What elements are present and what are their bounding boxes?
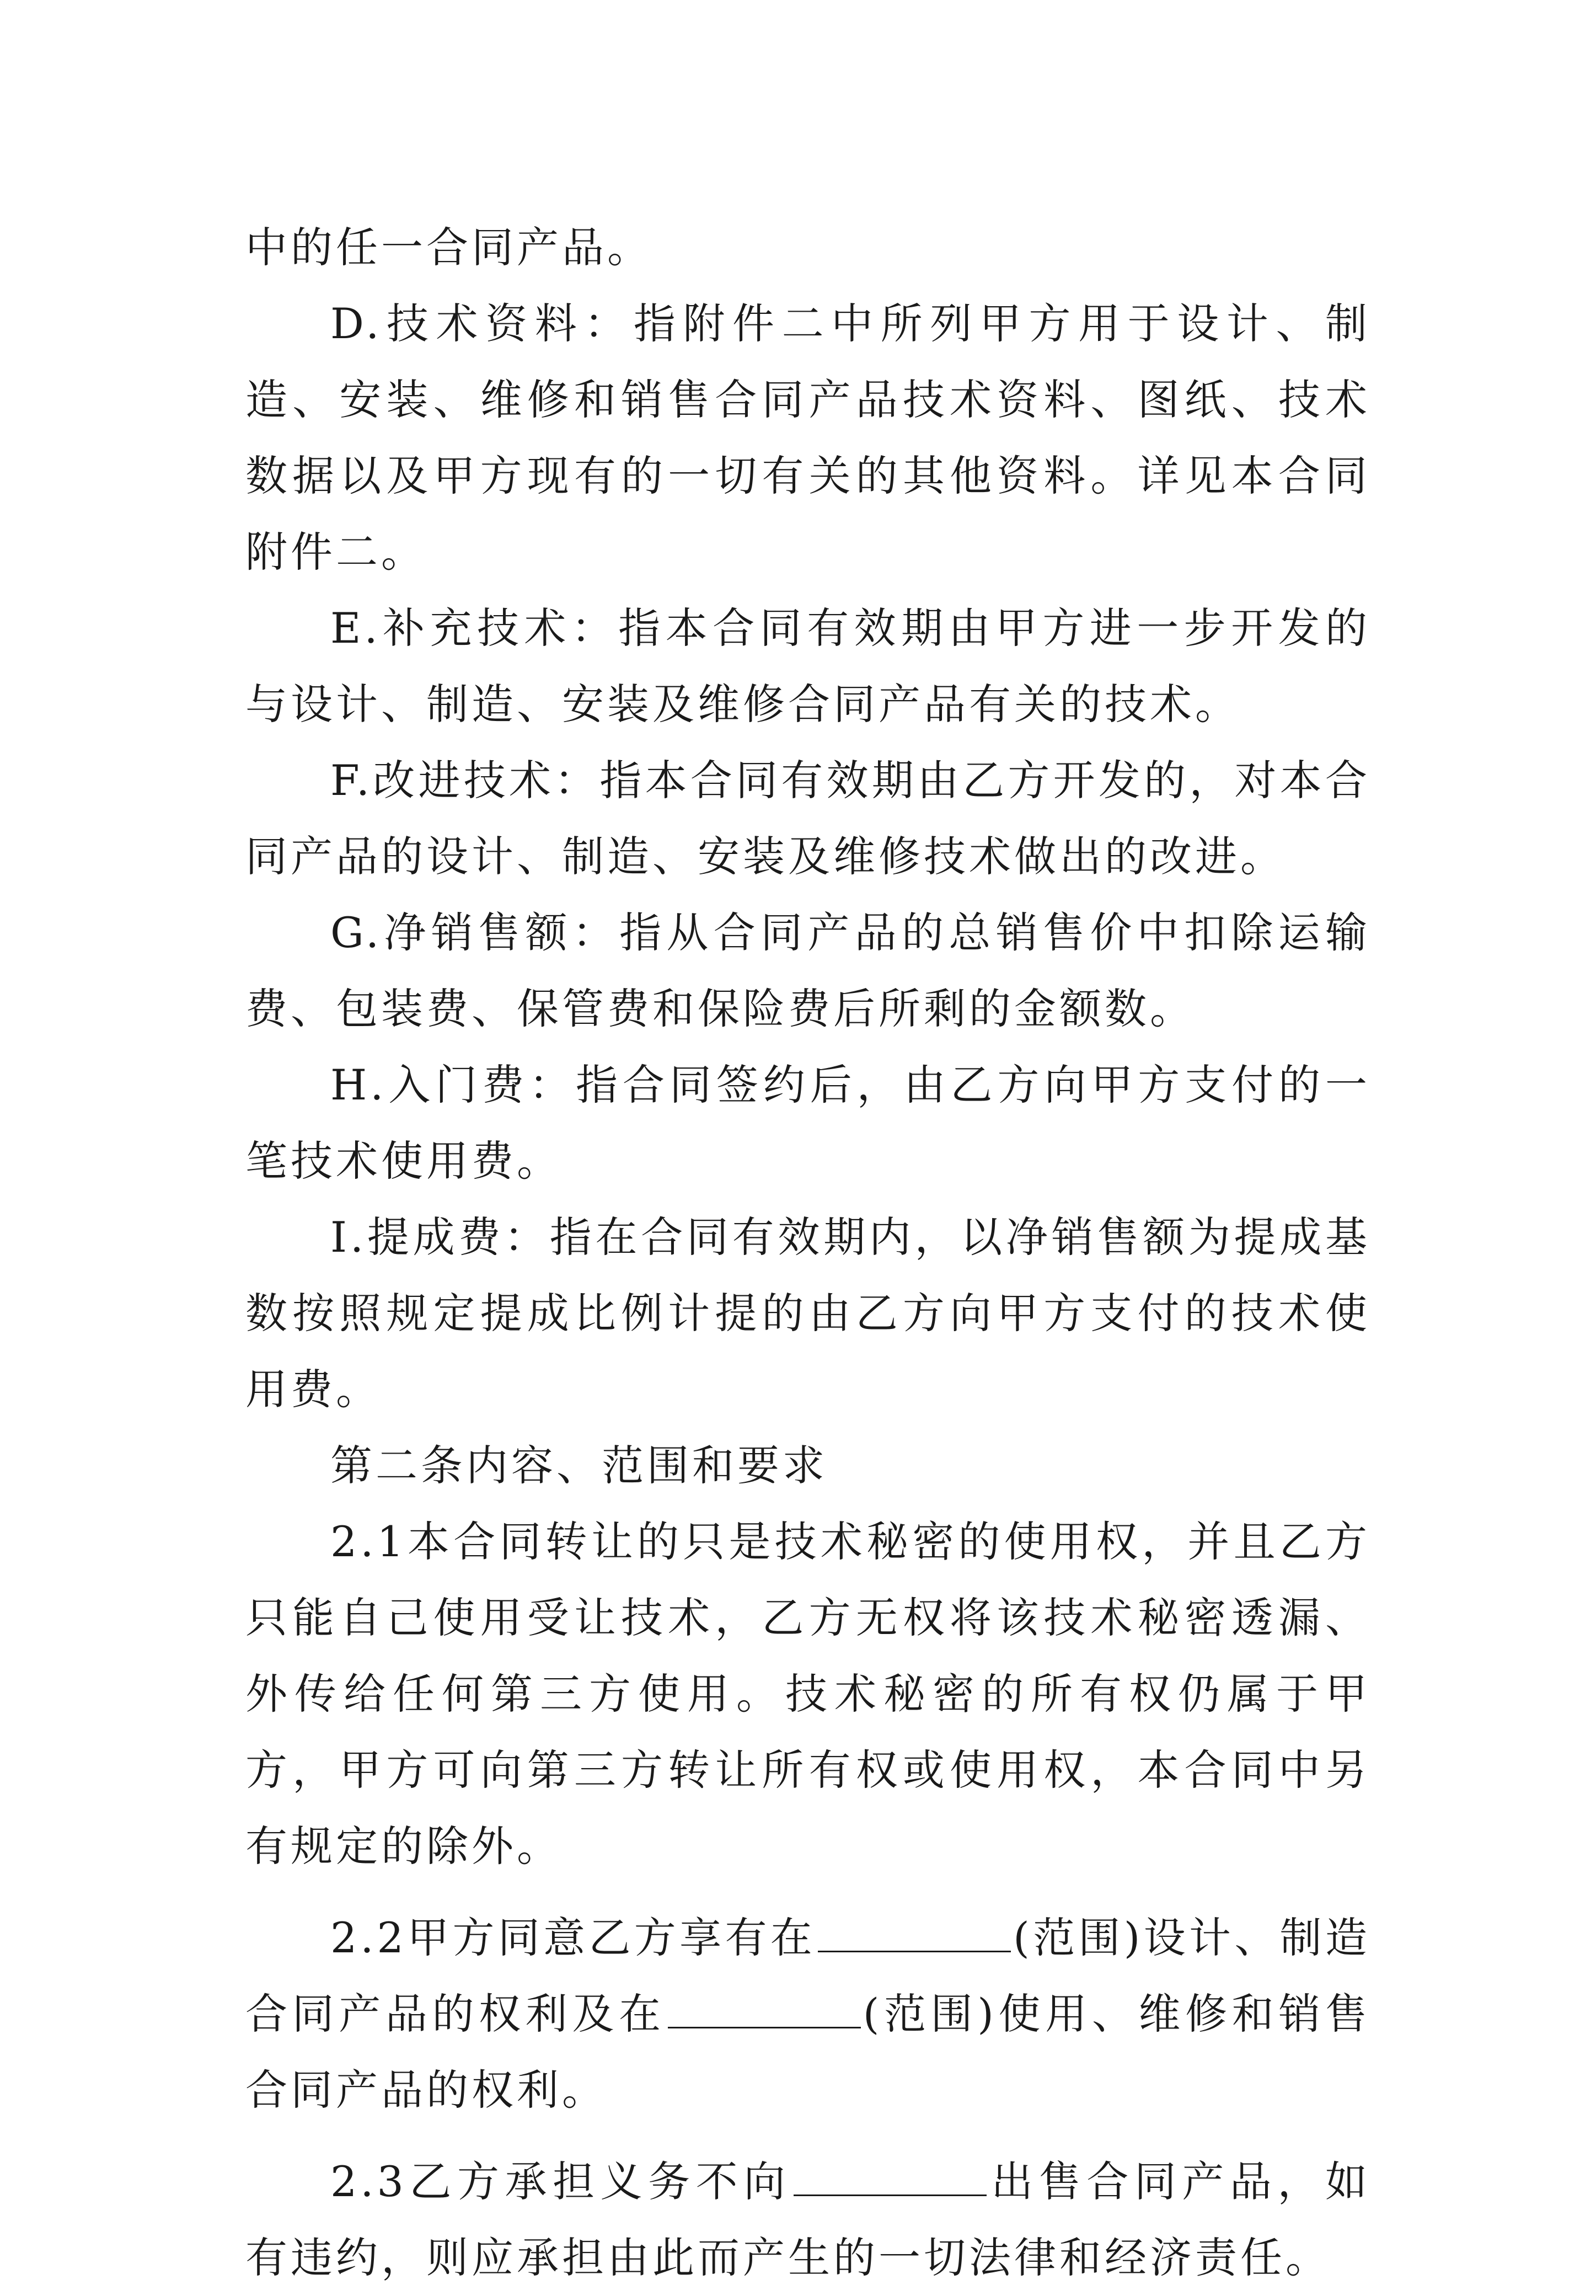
paragraph-2-2 <box>245 1900 1370 2128</box>
paragraph-entry-fee: H.入门费：指合同签约后，由乙方向甲方支付的一笔技术使用费。 <box>245 1060 1370 1186</box>
paragraph-continuation: 中的任一合同产品。 <box>245 223 652 272</box>
document-page <box>245 210 1370 2296</box>
blank-field-scope-1 <box>818 1912 1011 1952</box>
paragraph-2-2-part2: (范围)设计、制造合同产品的权利及在 <box>245 1913 1370 2038</box>
section-heading: 第二条内容、范围和要求 <box>330 1441 828 1490</box>
blank-field-scope-2 <box>668 1988 861 2028</box>
paragraph-supplementary-tech: E.补充技术：指本合同有效期由甲方进一步开发的与设计、制造、安装及维修合同产品有关的技术。 <box>245 604 1370 729</box>
paragraph-net-sales: G.净销售额：指从合同产品的总销售价中扣除运输费、包装费、保管费和保险费后所剩的金额数。 <box>245 908 1370 1033</box>
paragraph-2-3-part2: 出售合同产品，如有违约，则应承担由此而产生的一切法律和经济责任。 <box>245 2157 1370 2282</box>
paragraph-2-1: 2.1本合同转让的只是技术秘密的使用权，并且乙方只能自己使用受让技术，乙方无权将该技术秘密透漏、外传给任何第三方使用。技术秘密的所有权仍属于甲方，甲方可向第三方转让所有权或使用权，本合同中另有规定的除外。 <box>245 1517 1370 1871</box>
paragraph-2-3-part1: 2.3乙方承担义务不向 <box>330 2157 791 2206</box>
paragraph-2-3 <box>245 2144 1370 2296</box>
paragraph-2-2-part3: (范围)使用、维修和销售合同产品的权利。 <box>245 1989 1370 2115</box>
paragraph-technical-data: D.技术资料：指附件二中所列甲方用于设计、制造、安装、维修和销售合同产品技术资料、图纸、技术数据以及甲方现有的一切有关的其他资料。详见本合同附件二。 <box>245 299 1370 576</box>
paragraph-royalty: I.提成费：指在合同有效期内，以净销售额为提成基数按照规定提成比例计提的由乙方向甲方支付的技术使用费。 <box>245 1213 1370 1414</box>
paragraph-2-2-part1: 2.2甲方同意乙方享有在 <box>330 1913 816 1962</box>
blank-field-party <box>794 2156 987 2196</box>
paragraph-improved-tech: F.改进技术：指本合同有效期由乙方开发的，对本合同产品的设计、制造、安装及维修技术做出的改进。 <box>245 756 1370 881</box>
